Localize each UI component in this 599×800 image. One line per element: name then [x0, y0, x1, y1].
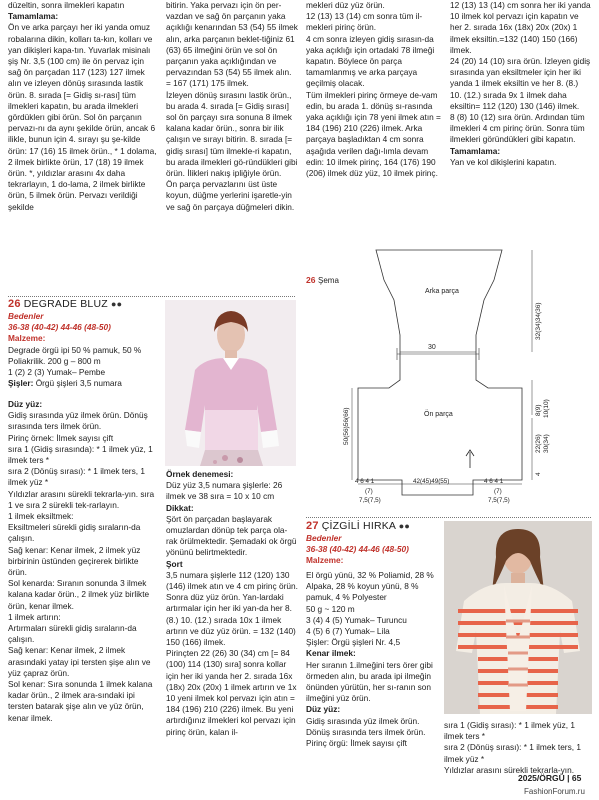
- paragraph: El örgü yünü, 32 % Poliamid, 28 % Alpaka, 28 % koyun yünü, 8 % pamuk, 4 % Polyester: [306, 570, 434, 603]
- paragraph: bitirin. Yaka pervazı için ön per-vazdan ve sağ ön parçanın yaka açıklığı kenarından 53 (54) 55 ilmek alın, arka parçanın beklet-tiğiniz 61 (63) 65 ilmeğini örün ve sol ön parçanın yaka açıklığından ve pervazından 53 (54) 55 ilmek alın. = 167 (171) 175 ilmek.: [166, 0, 298, 89]
- section-27-rule: [306, 517, 591, 518]
- paragraph: Pirinç örgü: İlmek sayısı çift: [306, 738, 407, 749]
- paragraph: Kenar ilmek:: [306, 648, 356, 659]
- sizes-value-27: 36-38 (40-42) 44-46 (48-50): [306, 544, 409, 555]
- paragraph: Şişler: Örgü şişleri Nr. 4,5: [306, 637, 401, 648]
- col3-sec27-text: [306, 570, 442, 749]
- degrade-blouse-photo: [165, 300, 296, 466]
- paragraph: 1 ilmek eksiltmek:: [8, 511, 74, 522]
- bottom-left-seven: (7): [365, 488, 373, 495]
- right-mid-dim2: 10(10): [543, 399, 550, 418]
- paragraph: 4 (5) 6 (7) Yumak– Lila: [306, 626, 390, 637]
- paragraph: Ön parça pervazlarını üst üste koyun, düğme yerlerini işaretle-yin ve sağ ön parçaya düğmeleri dikin.: [166, 179, 295, 212]
- materials-label-27: Malzeme:: [306, 555, 344, 566]
- materials-value: Degrade örgü ipi 50 % pamuk, 50 % Poliakrilik. 200 g – 800 m: [8, 344, 142, 366]
- paragraph: Sol kenarda: Sıranın sonunda 3 ilmek kalana kadar örün., 2 ilmek yüz birlikte örün, kenar ilmek.: [8, 578, 150, 611]
- difficulty-dots-27: ●●: [398, 521, 410, 531]
- schema-diagram: [300, 240, 599, 510]
- bottom-right-seven: (7): [494, 488, 502, 495]
- right-bot-dim2: 30(34): [543, 434, 550, 453]
- col2-top-text: [166, 0, 298, 213]
- garment-outline: [358, 250, 522, 495]
- paragraph: 12 (13) 13 (14) cm sonra tüm il-mekleri pirinç örün.: [306, 11, 423, 33]
- col1-sec26-text: [8, 399, 158, 724]
- watermark: FashionForum.ru: [524, 787, 585, 796]
- sizes-label: Bedenler: [8, 311, 44, 321]
- paragraph: sıra 2 (Dönüş sırası): * 1 ilmek ters, 1 ilmek yüz *: [8, 466, 145, 488]
- paragraph: Sağ kenar: Kenar ilmek, 2 ilmek arasındaki yatay ipi tersten şişe alın ve yüz çapraz örün.: [8, 645, 151, 678]
- section-26-number: 26: [8, 298, 21, 310]
- section-26-header: [8, 298, 158, 389]
- section-26-title: DEGRADE BLUZ: [23, 298, 108, 310]
- paragraph: mekleri düz yüz örün.: [306, 0, 385, 10]
- paragraph: Tüm ilmekleri pirinç örmeye de-vam edin, bu arada 1. dönüş sı-rasında yaka açıklığı için 78 yeni ilmek atın = 184 (196) 210 (226) ilmek. Arka parçaya başladıktan 4 cm sonra aşağıda verilen dağı-lımla devam edin: 10 ilmek pirinç, 164 (176) 190 (206) ilmek düz yüz, 10 ilmek pirinç.: [306, 89, 441, 179]
- paragraph: Tamamlama:: [8, 11, 59, 22]
- paragraph: 24 (20) 14 (10) sıra örün. İzleyen gidiş sırasında yan eksiltmeler için her iki yanda 1 ilmek eksiltin ve her 8. (8.) 10. (12.) sırada 9x 1 ilmek daha eksiltin= 112 (120) 130 (146) ilmek.: [450, 56, 591, 111]
- col4-sec27-text: [444, 720, 592, 776]
- paragraph: Eksiltmeleri sürekli gidiş sıraların-da çalışın.: [8, 522, 141, 544]
- paragraph: Örnek denemesi:: [166, 469, 234, 479]
- diagram-number: 26: [306, 275, 316, 285]
- bottom-left-sub: 7,5(7,5): [359, 497, 381, 504]
- paragraph: Gidiş sırasında yüz ilmek örün. Dönüş sırasında ters ilmek örün.: [306, 715, 426, 737]
- paragraph: Pirinç örnek: İlmek sayısı çift: [8, 432, 114, 443]
- col2-sec26-text: [166, 469, 298, 738]
- paragraph: sıra 1 (Gidiş sırası): * 1 ilmek yüz, 1 ilmek ters *: [444, 720, 575, 742]
- paragraph: 12 (13) 13 (14) cm sonra her iki yanda 10 ilmek kol pervazı için kapatın ve her 2. sırada 16x (18x) 20x (20x) 1 ilmek eksiltin.=132 (140) 150 (166) ilmek.: [450, 0, 591, 55]
- paragraph: düzeltin, sonra ilmekleri kapatın: [8, 0, 125, 10]
- paragraph: 3 (4) 4 (5) Yumak– Turuncu: [306, 614, 407, 625]
- col1-top-text: [8, 0, 158, 213]
- paragraph: Tamamlama:: [450, 145, 501, 156]
- paragraph: Düz yüz 3,5 numara şişlerle: 26 ilmek ve 38 sıra = 10 x 10 cm: [166, 480, 283, 502]
- materials-label: Malzeme:: [8, 333, 46, 344]
- paragraph: Ön ve arka parçayı her iki yanda omuz robalarına dikin, kolları ta-kın, kolları ve yan dikişleri kapa-tın. Yuvarlak misinalı şiş Nr. 3,5 (100 cm) ile ön pervaz için sağ ön parçadan 117 (123) 127 ilmek alın ve izleyen dönüş sırasında lastik örün. 8. sırada [= Gidiş sı-rası] tüm ilmekleri kapatın, bu arada ilmekleri gördüklerı gibi örün. Sol ön parçanın pervazı-nı da aynı şekilde örün, ancak 6 ilikle, bunun için 4. sırayı şu şe-kilde örün: 17 (16) 15 ilmek örün., * 1 dolama, 2 ilmek birlikte örün, 17 (18) 19 ilmek örün. *, yıldızlar arasını 4x daha tekrarlayın, 1 do-lama, 2 ilmek birlikte örün, 5 ilmek örün. Pervazı verildiği şekilde: [8, 22, 157, 212]
- paragraph: Sol kenar: Sıra sonunda 1 ilmek kalana kadar örün., 2 ilmek ara-sındaki ipi tersten batarak şişe alın ve yüz örün, kenar ilmek.: [8, 679, 153, 723]
- paragraph: Düz yüz:: [306, 704, 341, 715]
- paragraph: Gidiş sırasında yüz ilmek örün. Dönüş sırasında ters ilmek örün.: [8, 410, 148, 432]
- paragraph: Yıldızlar arasını sürekli tekrarla-yın.: [444, 764, 575, 775]
- bottom-mid-dim: 42(45)49(55): [413, 478, 450, 485]
- paragraph: Her sıranın 1.ilmeğini ters örer gibi örmeden alın, bu arada ipi ilmeğin önünden yürütün, her sı-ranın son ilmeğini yüz örün.: [306, 659, 433, 704]
- section-26-rule: [8, 296, 295, 297]
- page-footer: 2025/ÖRGÜ | 65: [518, 773, 582, 783]
- paragraph: 50 g ~ 120 m: [306, 603, 355, 614]
- paragraph: 1 ilmek artırın:: [8, 611, 61, 622]
- width-mid-label: 30: [428, 344, 436, 351]
- bottom-left-nums: 4 6 4 1: [355, 478, 375, 485]
- paragraph: Düz yüz:: [8, 399, 43, 409]
- bottom-right-nums: 4 6 4 1: [484, 478, 504, 485]
- needles-value: Örgü şişleri 3,5 numara: [35, 378, 122, 389]
- sizes-label-27: Bedenler: [306, 533, 342, 543]
- knitting-direction-arrow: [466, 450, 474, 468]
- back-part-label: Arka parça: [425, 288, 459, 295]
- bottom-right-sub: 7,5(7,5): [488, 497, 510, 504]
- paragraph: Yan ve kol dikişlerini kapatın.: [450, 156, 557, 167]
- paragraph: Şort: [166, 558, 183, 569]
- paragraph: Artırmaları sürekli gidiş sıraların-da çalışın.: [8, 623, 137, 645]
- right-top-dim: 32(34)34(36): [535, 302, 542, 340]
- yarn-value: 1 (2) 2 (3) Yumak– Pembe: [8, 367, 106, 378]
- difficulty-dots: ●●: [110, 299, 123, 309]
- col3-top-text: [306, 0, 442, 179]
- front-part-label: Ön parça: [424, 411, 453, 418]
- right-mid-dim1: 8(9): [535, 404, 542, 416]
- paragraph: Şört ön parçadan başlayarak omuzlardan dönüp tek parça ola-rak örülmektedir. Şemadaki ok örgü yönünü belirtmektedir.: [166, 513, 297, 558]
- left-dim: 50(56)56(66): [343, 407, 350, 445]
- needles-label: Şişler:: [8, 378, 34, 389]
- diagram-label: Şema: [318, 276, 339, 285]
- col4-top-text: [450, 0, 592, 168]
- paragraph: Sağ kenar: Kenar ilmek, 2 ilmek yüz birbirinin üstünden geçirerek birlikte örün.: [8, 544, 141, 578]
- paragraph: Dikkat:: [166, 502, 194, 513]
- paragraph: 8 (8) 10 (12) sıra örün. Ardından tüm ilmekleri 4 cm pirinç örün. Sonra tüm ilmekleri göründükleri gibi kapatın.: [450, 112, 585, 145]
- right-bot-dim3: 4: [535, 472, 542, 476]
- paragraph: 3,5 numara şişlerle 112 (120) 130 (146) ilmek atın ve 4 cm pirinç örün. Sonra düz yüz örün. Yan-lardaki artırmalar için her iki yan-da her 8. (8.) 10. (12.) sırada 10x 1 ilmek artırın ve düz yüz örün. = 132 (140) 150 (166) ilmek.: [166, 569, 298, 648]
- section-27-number: 27: [306, 520, 319, 532]
- paragraph: Yıldızlar arasını sürekli tekrarla-yın. sıra 1 ve sıra 2 sürekli tek-rarlayın.: [8, 488, 155, 510]
- paragraph: Pirinçten 22 (26) 30 (34) cm [= 84 (100) 114 (130) sıra] sonra kollar için her iki yanda her 2. sırada 16x (18x) 20x (20x) 1 ilmek artırın ve 1x 10 yeni ilmek kol pervazı için atın = 184 (196) 210 (226) ilmek. Bu yeni artırdığınız ilmekleri kol pervazı için pirinç örün, kalan il-: [166, 648, 297, 737]
- section-27-header: [306, 520, 442, 567]
- paragraph: İzleyen dönüş sırasını lastik örün., bu arada 4. sırada [= Gidiş sırası] sol ön parçayı sıra sonuna 8 ilmek kalana kadar örün., sonra bir ilik çalışın ve sırayı bitirin. 8. sırada [= gidiş sırası] tüm ilmekle-ri kapatın, bu arada ilmekleri gö-ründükleri gibi örün. İlikleri nakış ipliğiyle örün.: [166, 89, 298, 179]
- paragraph: sıra 2 (Dönüş sırası): * 1 ilmek ters, 1 ilmek yüz *: [444, 742, 581, 764]
- section-27-title: ÇİZGİLİ HIRKA: [321, 520, 396, 532]
- right-bot-dim1: 22(26): [535, 434, 542, 453]
- paragraph: 4 cm sonra izleyen gidiş sırasın-da yaka açıklığı için ortadaki 78 ilmeği kapatın. Böylece ön parça tamamlanmış ve arka parçaya geçilmiş olacak.: [306, 33, 435, 89]
- sizes-value: 36-38 (40-42) 44-46 (48-50): [8, 322, 111, 333]
- paragraph: sıra 1 (Gidiş sırasında): * 1 ilmek yüz, 1 ilmek ters *: [8, 443, 153, 466]
- striped-cardigan-photo: [444, 521, 592, 714]
